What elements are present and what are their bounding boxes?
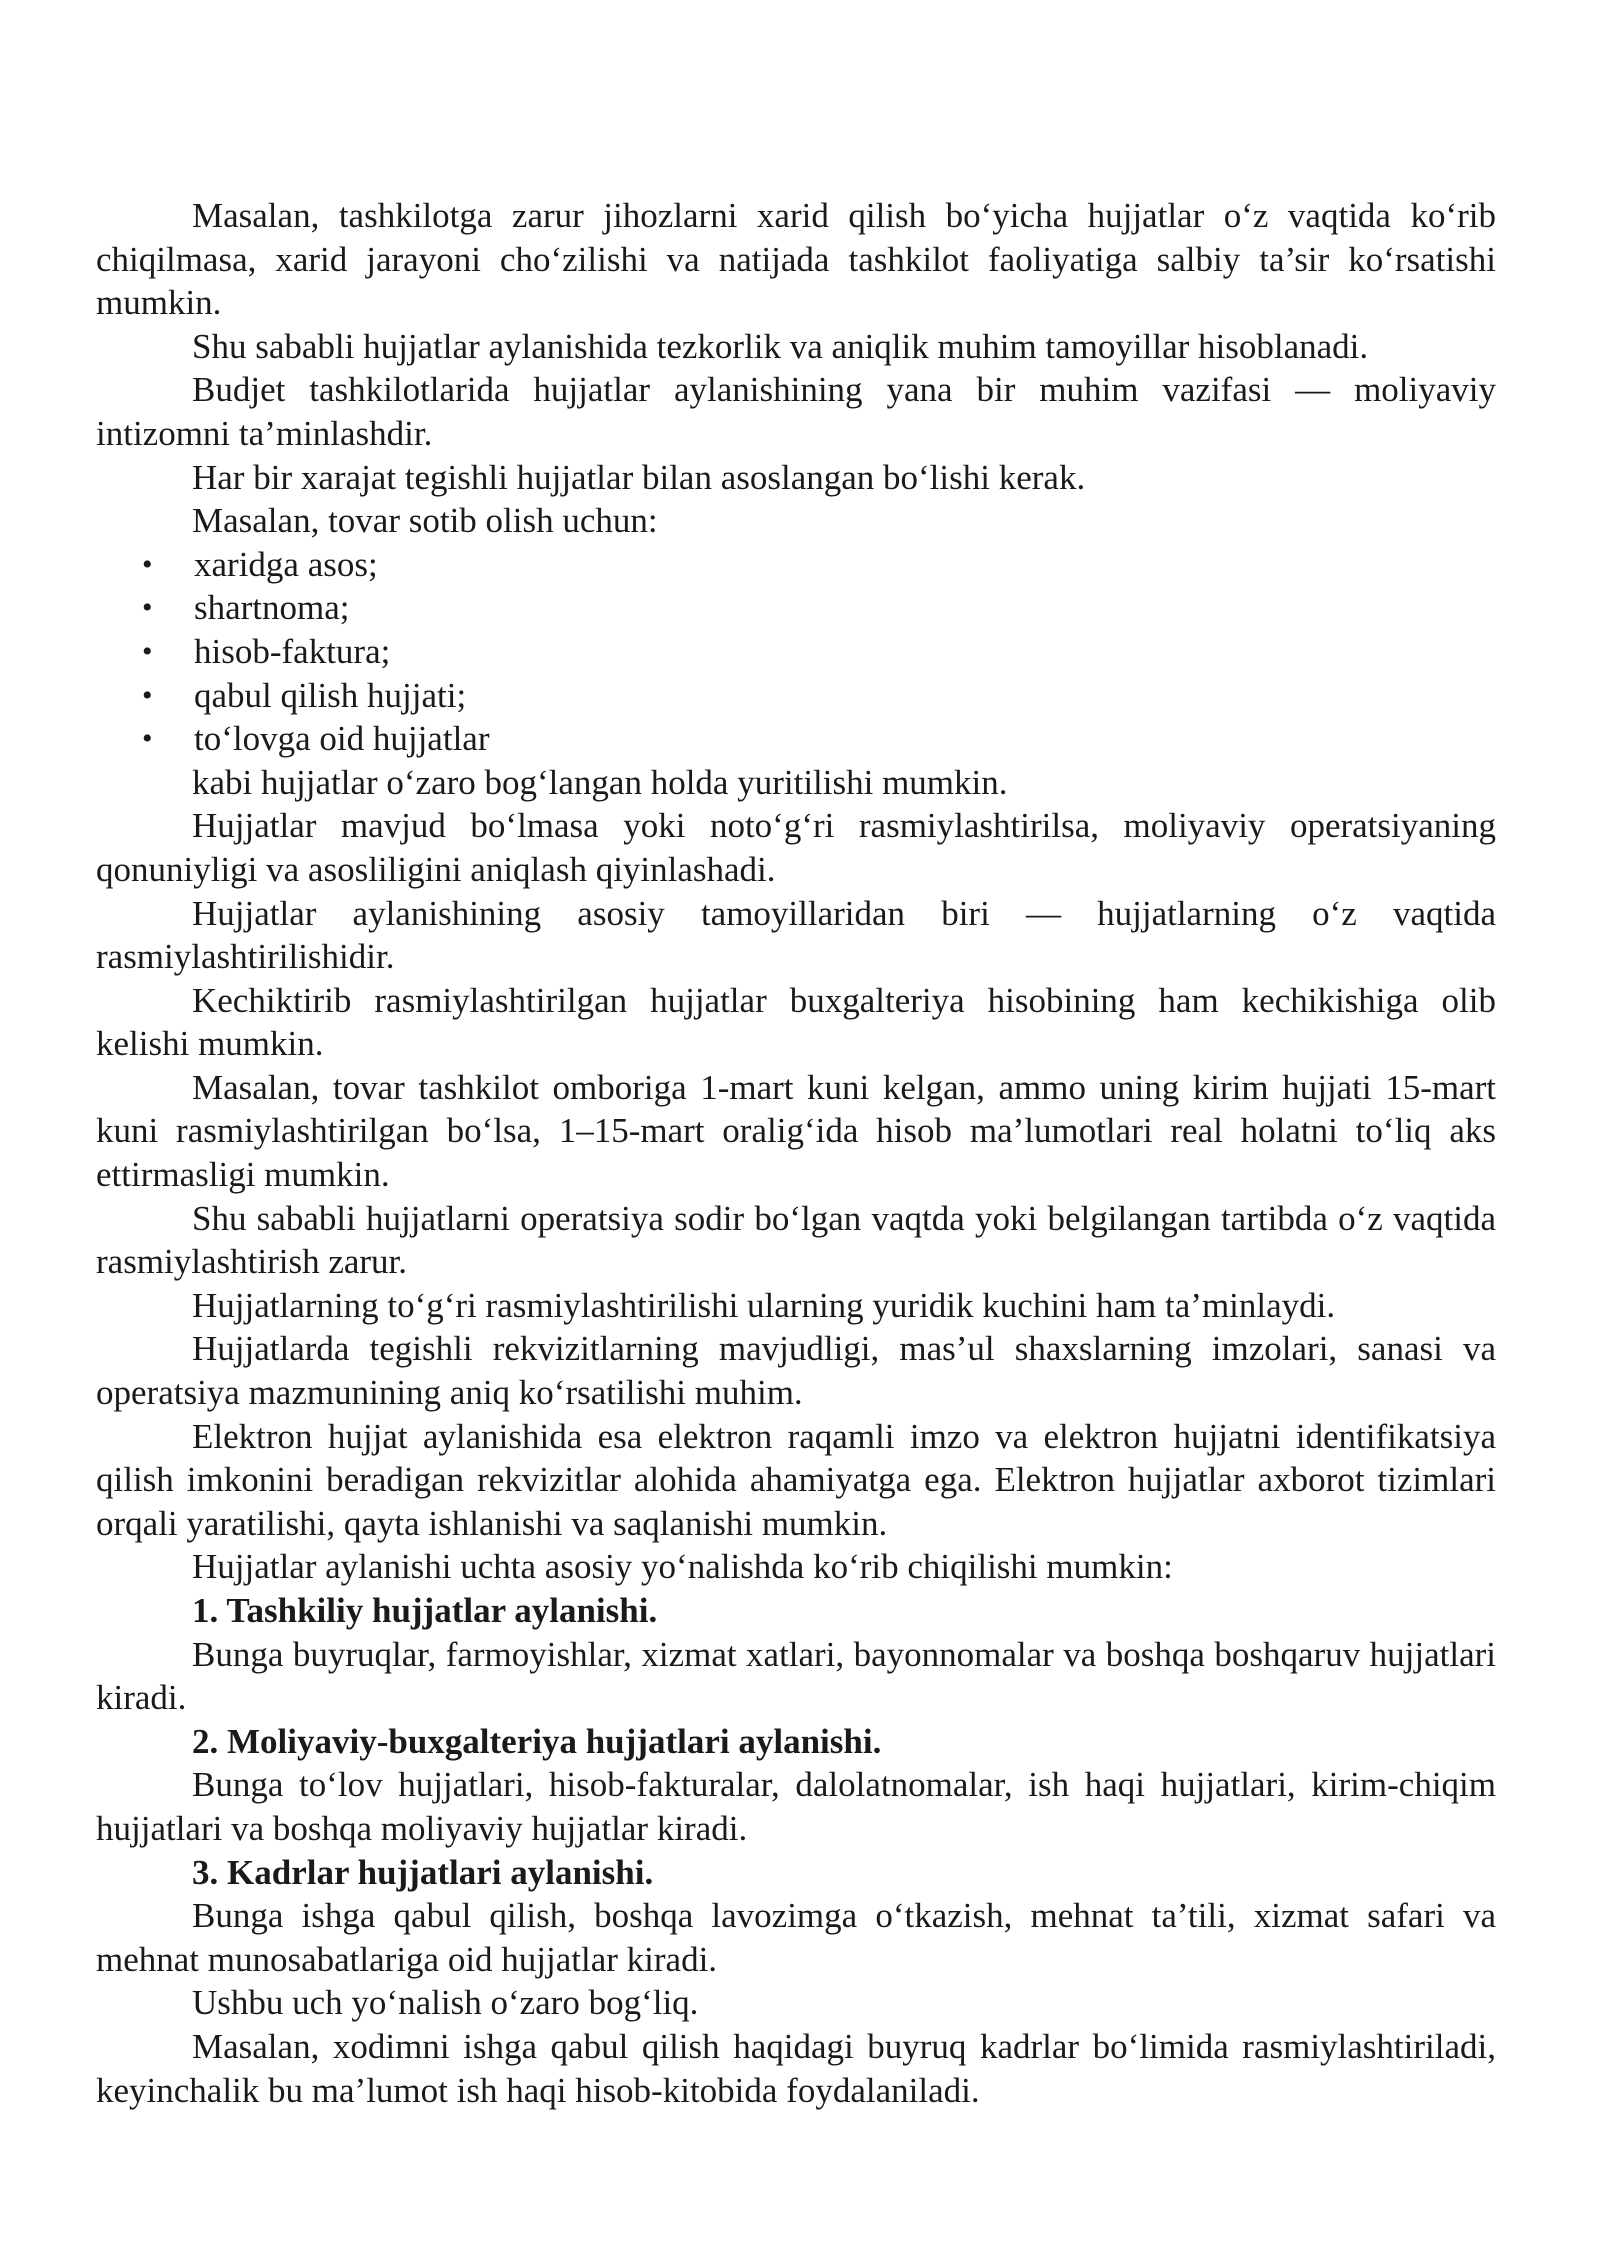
paragraph: Bunga buyruqlar, farmoyishlar, xizmat xatlari, bayonnomalar va boshqa boshqaruv hujjatlari kiradi.	[96, 1634, 1496, 1718]
document-page	[96, 194, 1496, 2112]
list-item-text: hisob-faktura;	[194, 631, 391, 671]
paragraph: Hujjatlar mavjud bo‘lmasa yoki noto‘g‘ri rasmiylashtirilsa, moliyaviy operatsiyaning qonuniyligi va asosliligini aniqlash qiyinlashadi.	[96, 806, 1496, 889]
section-heading: 3. Kadrlar hujjatlari aylanishi.	[192, 1852, 654, 1892]
bullet-icon: •	[142, 634, 153, 668]
bullet-icon: •	[142, 678, 153, 712]
list-item-text: xaridga asos;	[194, 544, 378, 584]
bullet-icon: •	[142, 722, 153, 756]
list-item-text: shartnoma;	[194, 588, 350, 628]
bullet-list	[96, 543, 1496, 761]
paragraph: Budjet tashkilotlarida hujjatlar aylanishining yana bir muhim vazifasi — moliyaviy intizomni ta’minlashdir.	[96, 370, 1496, 453]
list-item	[96, 717, 1496, 761]
paragraph: Masalan, xodimni ishga qabul qilish haqidagi buyruq kadrlar bo‘limida rasmiylashtiriladi, keyinchalik bu ma’lumot ish haqi hisob-kitobida foydalaniladi.	[96, 2026, 1496, 2110]
list-item	[96, 543, 1496, 587]
bullet-icon: •	[142, 547, 153, 581]
paragraph: kabi hujjatlar o‘zaro bog‘langan holda yuritilishi mumkin.	[192, 762, 1008, 802]
section-heading: 1. Tashkiliy hujjatlar aylanishi.	[192, 1591, 658, 1630]
list-item	[96, 630, 1496, 674]
paragraph: Elektron hujjat aylanishida esa elektron raqamli imzo va elektron hujjatni identifikatsiya qilish imkonini beradigan rekvizitlar alohida ahamiyatga ega. Elektron hujjatlar axborot tizimlari orqali yaratilishi, qayta ishlanishi va saqlanishi mumkin.	[96, 1416, 1496, 1543]
list-item	[96, 586, 1496, 630]
paragraph: Masalan, tovar tashkilot omboriga 1-mart kuni kelgan, ammo uning kirim hujjati 15-mart kuni rasmiylashtirilgan bo‘lsa, 1–15-mart oralig‘ida hisob ma’lumotlari real holatni to‘liq aks ettirmasligi mumkin.	[96, 1067, 1496, 1195]
paragraph: Hujjatlarda tegishli rekvizitlarning mavjudligi, mas’ul shaxslarning imzolari, sanasi va operatsiya mazmunining aniq ko‘rsatilishi muhim.	[96, 1329, 1496, 1413]
paragraph: Kechiktirib rasmiylashtirilgan hujjatlar buxgalteriya hisobining ham kechikishiga olib kelishi mumkin.	[96, 980, 1496, 1064]
paragraph: Hujjatlarning to‘g‘ri rasmiylashtirilishi ularning yuridik kuchini ham ta’minlaydi.	[192, 1285, 1336, 1325]
bullet-icon: •	[142, 591, 153, 625]
section-heading: 2. Moliyaviy-buxgalteriya hujjatlari aylanishi.	[192, 1721, 882, 1761]
paragraph: Masalan, tashkilotga zarur jihozlarni xarid qilish bo‘yicha hujjatlar o‘z vaqtida ko‘rib chiqilmasa, xarid jarayoni cho‘zilishi va natijada tashkilot faoliyatiga salbiy ta’sir ko‘rsatishi mumkin.	[96, 196, 1496, 323]
paragraph: Hujjatlar aylanishining asosiy tamoyillaridan biri — hujjatlarning o‘z vaqtida rasmiylashtirilishidir.	[96, 893, 1496, 977]
paragraph: Shu sababli hujjatlarni operatsiya sodir bo‘lgan vaqtda yoki belgilangan tartibda o‘z vaqtida rasmiylashtirish zarur.	[96, 1198, 1496, 1282]
list-item-text: to‘lovga oid hujjatlar	[194, 719, 490, 759]
paragraph: Har bir xarajat tegishli hujjatlar bilan asoslangan bo‘lishi kerak.	[192, 457, 1086, 497]
paragraph: Hujjatlar aylanishi uchta asosiy yo‘nalishda ko‘rib chiqilishi mumkin:	[192, 1547, 1173, 1587]
paragraph: Masalan, tovar sotib olish uchun:	[192, 501, 658, 541]
list-item-text: qabul qilish hujjati;	[194, 675, 467, 715]
paragraph: Bunga ishga qabul qilish, boshqa lavozimga o‘tkazish, mehnat ta’tili, xizmat safari va mehnat munosabatlariga oid hujjatlar kiradi.	[96, 1896, 1496, 1979]
paragraph: Bunga to‘lov hujjatlari, hisob-fakturalar, dalolatnomalar, ish haqi hujjatlari, kirim-chiqim hujjatlari va boshqa moliyaviy hujjatlar kiradi.	[96, 1765, 1496, 1848]
paragraph: Ushbu uch yo‘nalish o‘zaro bog‘liq.	[192, 1983, 699, 2023]
paragraph: Shu sababli hujjatlar aylanishida tezkorlik va aniqlik muhim tamoyillar hisoblanadi.	[192, 326, 1369, 366]
list-item	[96, 674, 1496, 718]
